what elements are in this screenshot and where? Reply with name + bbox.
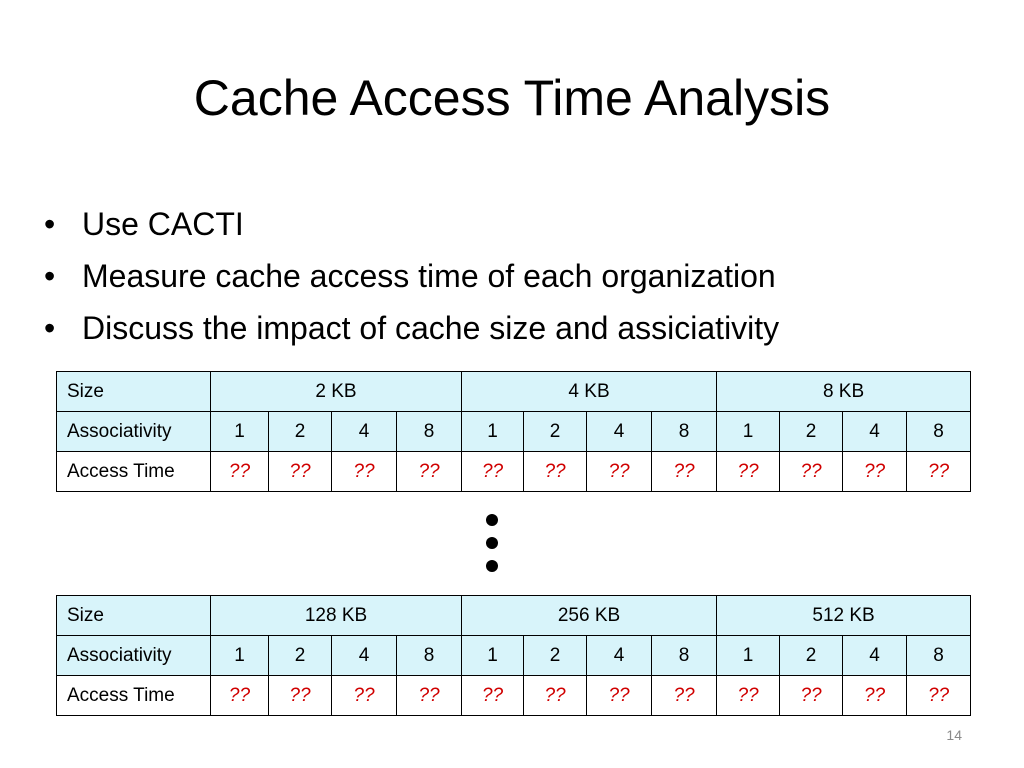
associativity-cell: 2 (269, 636, 332, 676)
associativity-cell: 4 (843, 412, 907, 452)
associativity-cell: 8 (397, 412, 462, 452)
row-label: Access Time (57, 452, 211, 492)
access-time-cell: ?? (269, 676, 332, 716)
size-cell: 128 KB (211, 596, 462, 636)
access-time-cell: ?? (587, 452, 652, 492)
associativity-row (57, 636, 971, 676)
access-time-cell: ?? (587, 676, 652, 716)
bullet-item (44, 250, 779, 302)
associativity-cell: 8 (907, 636, 971, 676)
cache-table-small (56, 371, 971, 492)
bullet-list (44, 198, 779, 354)
size-cell: 512 KB (717, 596, 971, 636)
associativity-cell: 2 (269, 412, 332, 452)
access-time-cell: ?? (780, 676, 843, 716)
bullet-text: Measure cache access time of each organization (82, 258, 776, 294)
access-time-cell: ?? (211, 676, 269, 716)
associativity-cell: 8 (397, 636, 462, 676)
size-cell: 8 KB (717, 372, 971, 412)
associativity-cell: 4 (332, 412, 397, 452)
ellipsis-dot (486, 560, 498, 572)
bullet-text: Use CACTI (82, 206, 244, 242)
associativity-cell: 4 (587, 412, 652, 452)
ellipsis-dot (486, 514, 498, 526)
size-cell: 256 KB (462, 596, 717, 636)
associativity-cell: 1 (211, 412, 269, 452)
cache-table-large (56, 595, 971, 716)
access-time-cell: ?? (907, 676, 971, 716)
access-time-cell: ?? (717, 452, 780, 492)
associativity-cell: 8 (652, 636, 717, 676)
bullet-icon: • (44, 258, 56, 294)
associativity-cell: 1 (462, 636, 524, 676)
page-number: 14 (946, 727, 962, 743)
access-time-cell: ?? (524, 452, 587, 492)
associativity-cell: 2 (780, 412, 843, 452)
size-cell: 2 KB (211, 372, 462, 412)
access-time-cell: ?? (652, 676, 717, 716)
access-time-cell: ?? (843, 452, 907, 492)
row-label: Size (57, 596, 211, 636)
associativity-cell: 4 (587, 636, 652, 676)
associativity-cell: 4 (843, 636, 907, 676)
access-time-cell: ?? (332, 452, 397, 492)
access-time-cell: ?? (652, 452, 717, 492)
bullet-item (44, 302, 779, 354)
row-label: Size (57, 372, 211, 412)
access-time-row (57, 452, 971, 492)
access-time-cell: ?? (843, 676, 907, 716)
row-label: Access Time (57, 676, 211, 716)
associativity-cell: 2 (524, 412, 587, 452)
size-row (57, 372, 971, 412)
ellipsis-dot (486, 537, 498, 549)
associativity-cell: 2 (780, 636, 843, 676)
access-time-cell: ?? (462, 676, 524, 716)
associativity-cell: 1 (462, 412, 524, 452)
associativity-cell: 1 (211, 636, 269, 676)
slide-title: Cache Access Time Analysis (193, 70, 831, 126)
access-time-cell: ?? (524, 676, 587, 716)
access-time-cell: ?? (907, 452, 971, 492)
bullet-item (44, 198, 779, 250)
size-row (57, 596, 971, 636)
vertical-ellipsis-icon (483, 510, 501, 576)
access-time-cell: ?? (780, 452, 843, 492)
size-cell: 4 KB (462, 372, 717, 412)
associativity-cell: 4 (332, 636, 397, 676)
access-time-cell: ?? (397, 452, 462, 492)
access-time-cell: ?? (717, 676, 780, 716)
associativity-cell: 8 (907, 412, 971, 452)
associativity-cell: 2 (524, 636, 587, 676)
row-label: Associativity (57, 636, 211, 676)
associativity-cell: 1 (717, 636, 780, 676)
bullet-icon: • (44, 206, 56, 242)
access-time-cell: ?? (462, 452, 524, 492)
associativity-cell: 1 (717, 412, 780, 452)
associativity-row (57, 412, 971, 452)
bullet-icon: • (44, 310, 56, 346)
access-time-cell: ?? (332, 676, 397, 716)
associativity-cell: 8 (652, 412, 717, 452)
bullet-text: Discuss the impact of cache size and assiciativity (82, 310, 780, 346)
access-time-cell: ?? (269, 452, 332, 492)
access-time-row (57, 676, 971, 716)
row-label: Associativity (57, 412, 211, 452)
access-time-cell: ?? (211, 452, 269, 492)
access-time-cell: ?? (397, 676, 462, 716)
